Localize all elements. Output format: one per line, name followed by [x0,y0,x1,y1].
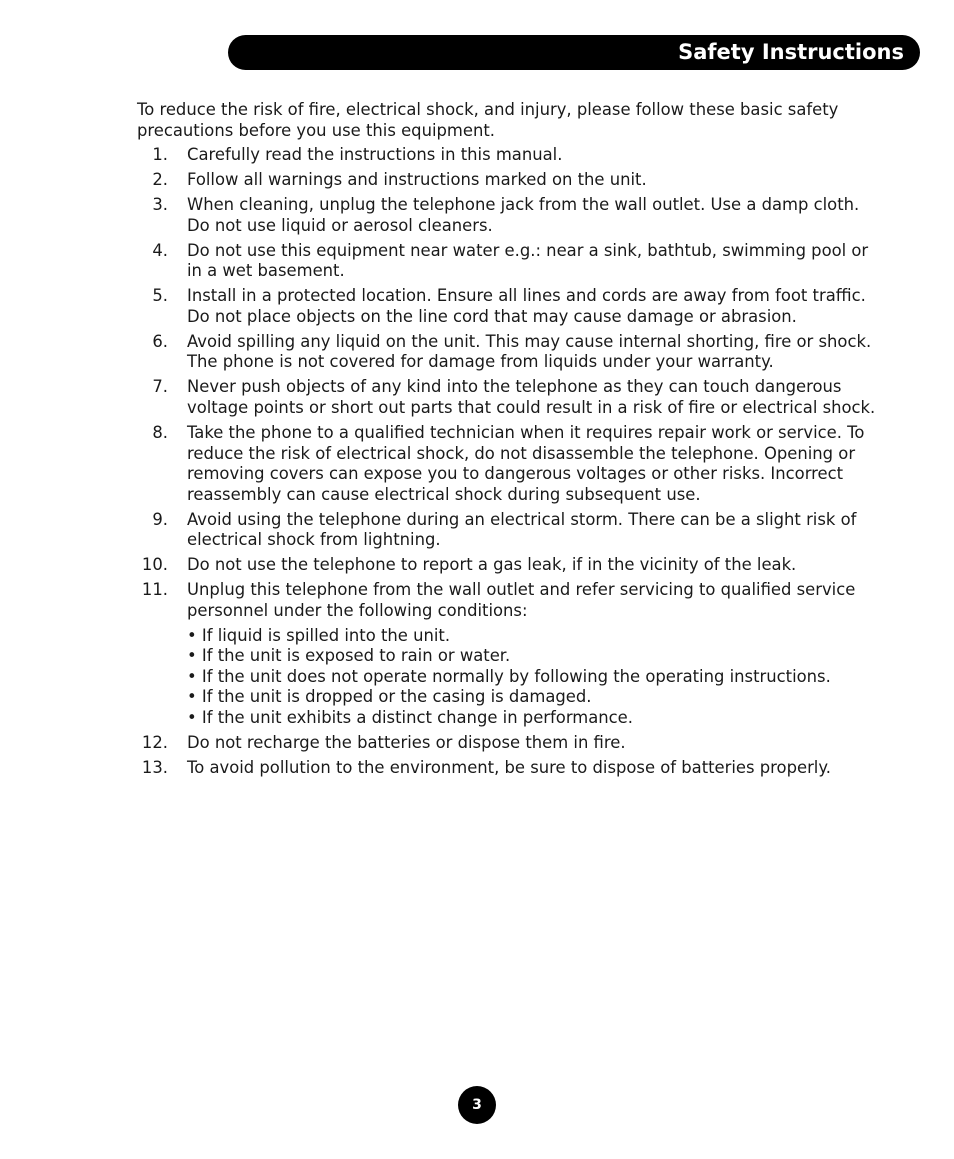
item-text: Avoid spilling any liquid on the unit. This may cause internal shorting, fire or shock. The phone is not covered for damage from liquids under your warranty. [187,331,872,372]
item-text: Do not use this equipment near water e.g.: near a sink, bathtub, swimming pool or in a wet basement. [187,240,869,281]
safety-content [137,100,877,783]
page-number: 3 [472,1097,482,1113]
conditions-list [187,626,877,729]
item-text: Do not recharge the batteries or dispose them in fire. [187,732,626,752]
page-number-badge [458,1086,496,1124]
item-number: 10. [141,555,168,575]
item-number: 2. [152,170,168,190]
list-item [137,733,877,754]
item-text: Carefully read the instructions in this manual. [187,145,563,165]
safety-list [137,145,877,778]
list-item [137,555,877,576]
item-text: To avoid pollution to the environment, be sure to dispose of batteries properly. [187,757,831,777]
item-number: 11. [141,580,168,600]
item-text: Unplug this telephone from the wall outlet and refer servicing to qualified service personnel under the following conditions: [187,580,856,620]
item-text: Do not use the telephone to report a gas leak, if in the vicinity of the leak. [187,555,797,575]
item-number: 9. [152,509,168,529]
page-title: Safety Instructions [678,40,904,64]
list-item [137,332,877,373]
list-item [137,145,877,166]
item-text: Install in a protected location. Ensure all lines and cords are away from foot traffic. Do not place objects on the line cord that may cause damage or abrasion. [187,286,866,326]
item-text: Never push objects of any kind into the telephone as they can touch dangerous voltage points or short out parts that could result in a risk of fire or electrical shock. [187,377,876,418]
item-number: 12. [141,732,168,752]
item-number: 6. [152,331,168,351]
list-item [137,195,877,236]
list-item [137,423,877,505]
item-text: Follow all warnings and instructions marked on the unit. [187,170,647,190]
item-number: 4. [152,240,168,260]
condition-bullet: • If the unit exhibits a distinct change in performance. [187,707,633,727]
item-text: Take the phone to a qualified technician when it requires repair work or service. To reduce the risk of electrical shock, do not disassemble the telephone. Opening or removing covers can expose you to dangerous voltages or other risks. Incorrect reassembly can cause electrical shock during subsequent use. [187,423,865,504]
item-text: Avoid using the telephone during an electrical storm. There can be a slight risk of electrical shock from lightning. [187,509,857,550]
condition-bullet: • If the unit is dropped or the casing is damaged. [187,687,592,707]
list-item [137,377,877,418]
item-number: 13. [141,757,168,777]
condition-bullet: • If liquid is spilled into the unit. [187,625,451,645]
intro-paragraph: To reduce the risk of fire, electrical shock, and injury, please follow these basic safety precautions before you use this equipment. [137,100,839,140]
condition-bullet: • If the unit is exposed to rain or water. [187,646,511,666]
list-item [137,510,877,551]
list-item [137,286,877,327]
list-item [137,241,877,282]
section-header-bar [228,35,920,70]
condition-bullet: • If the unit does not operate normally by following the operating instructions. [187,666,831,686]
item-number: 7. [152,377,168,397]
list-item [137,758,877,779]
item-number: 3. [152,195,168,215]
item-number: 8. [152,423,168,443]
item-text: When cleaning, unplug the telephone jack from the wall outlet. Use a damp cloth. Do not use liquid or aerosol cleaners. [187,195,860,235]
list-item [137,580,877,728]
list-item [137,170,877,191]
item-number: 1. [152,145,168,165]
item-number: 5. [152,286,168,306]
